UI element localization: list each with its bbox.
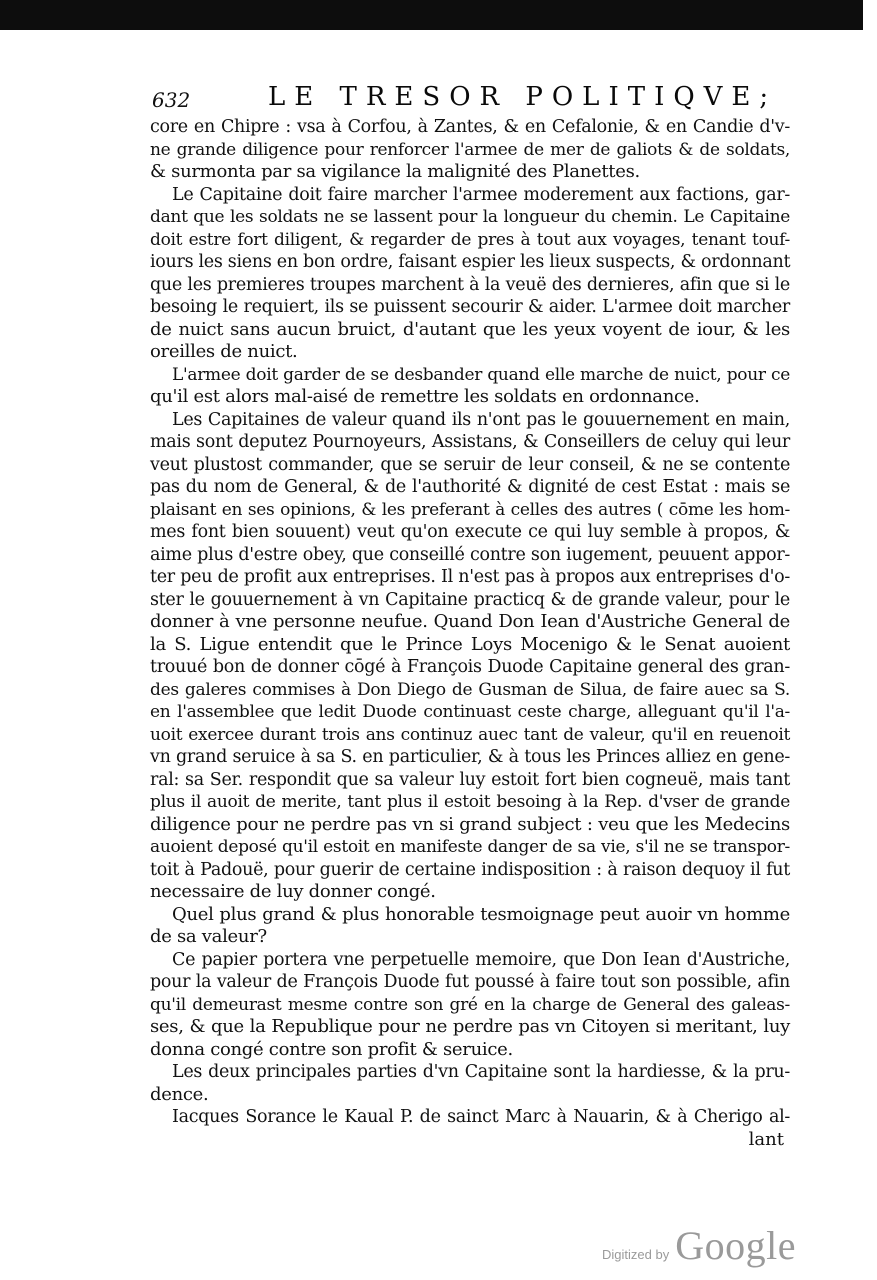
body-text bbox=[150, 116, 790, 1129]
text-line: L'armee doit garder de se desbander quand elle marche de nuict, pour ce bbox=[172, 364, 790, 385]
watermark-logo-text: Google bbox=[675, 1223, 796, 1268]
text-line: des galeres commises à Don Diego de Gusman de Silua, de faire auec sa S. bbox=[150, 679, 790, 700]
text-line: qu'il est alors mal-aisé de remettre les soldats en ordonnance. bbox=[150, 386, 700, 407]
text-line: donna congé contre son profit & seruice. bbox=[150, 1038, 513, 1060]
text-line: dant que les soldats ne se lassent pour la longueur du chemin. Le Capitaine bbox=[150, 207, 790, 227]
page-header bbox=[150, 82, 790, 114]
text-line: de sa valeur? bbox=[150, 926, 267, 947]
text-line: veut plustost commander, que se seruir de leur conseil, & ne se contente bbox=[150, 454, 790, 475]
book-page bbox=[150, 82, 790, 1151]
text-line: mais sont deputez Pournoyeurs, Assistans, & Conseillers de celuy qui leur bbox=[150, 432, 790, 452]
text-line: oreilles de nuict. bbox=[150, 341, 298, 362]
text-line: Le Capitaine doit faire marcher l'armee moderement aux factions, gar- bbox=[172, 184, 790, 205]
text-line: necessaire de luy donner congé. bbox=[150, 881, 436, 902]
text-line: ral: sa Ser. respondit que sa valeur luy estoit fort bien cogneuë, mais tant bbox=[150, 769, 790, 790]
text-line: core en Chipre : vsa à Corfou, à Zantes, & en Cefalonie, & en Candie d'v- bbox=[150, 117, 790, 137]
text-line: qu'il demeurast mesme contre son gré en la charge de General des galeas- bbox=[150, 994, 790, 1015]
text-line: pas du nom de General, & de l'authorité & dignité de cest Estat : mais se bbox=[150, 477, 790, 497]
text-line: toit à Padouë, pour guerir de certaine indisposition : à raison dequoy il fut bbox=[150, 859, 790, 880]
text-line: ne grande diligence pour renforcer l'armee de mer de galiots & de soldats, bbox=[150, 139, 790, 160]
running-head: LE TRESOR POLITIQVE; bbox=[268, 82, 778, 112]
text-line: Les deux principales parties d'vn Capitaine sont la hardiesse, & la pru- bbox=[172, 1062, 790, 1082]
text-line: mes font bien souuent) veut qu'on execute ce qui luy semble à propos, & bbox=[150, 522, 790, 542]
text-line: Ce papier portera vne perpetuelle memoire, que Don Iean d'Austriche, bbox=[172, 949, 790, 970]
text-line: en l'assemblee que ledit Duode continuast ceste charge, alleguant qu'il l'a- bbox=[150, 702, 790, 722]
text-line: que les premieres troupes marchent à la veuë des dernieres, afin que si le bbox=[150, 274, 790, 295]
text-line: Les Capitaines de valeur quand ils n'ont pas le gouuernement en main, bbox=[172, 409, 790, 430]
text-line: de nuict sans aucun bruict, d'autant que les yeux voyent de iour, & les bbox=[150, 318, 790, 340]
text-line: plaisant en ses opinions, & les preferant à celles des autres ( cōme les hom- bbox=[150, 499, 790, 520]
text-line: doit estre fort diligent, & regarder de pres à tout aux voyages, tenant touf- bbox=[150, 229, 790, 250]
text-line: iours les siens en bon ordre, faisant espier les lieux suspects, & ordonnant bbox=[150, 252, 791, 272]
text-line: trouué bon de donner cōgé à François Duode Capitaine general des gran- bbox=[150, 657, 790, 677]
text-line: uoit exercee durant trois ans continuz auec tant de valeur, qu'il en reuenoit bbox=[150, 724, 790, 745]
text-line: aime plus d'estre obey, que conseillé contre son iugement, peuuent appor- bbox=[150, 544, 790, 565]
text-line: Quel plus grand & plus honorable tesmoignage peut auoir vn homme bbox=[172, 903, 790, 925]
text-line: Iacques Sorance le Kaual P. de sainct Marc à Nauarin, & à Cherigo al- bbox=[172, 1107, 790, 1127]
text-line: ter peu de profit aux entreprises. Il n'est pas à propos aux entreprises d'o- bbox=[150, 567, 790, 587]
text-line: plus il auoit de merite, tant plus il estoit besoing à la Rep. d'vser de grande bbox=[150, 792, 790, 812]
page-number: 632 bbox=[152, 88, 191, 112]
text-line: la S. Ligue entendit que le Prince Loys Mocenigo & le Senat auoient bbox=[150, 633, 790, 655]
text-line: vn grand seruice à sa S. en particulier, & à tous les Princes alliez en gene- bbox=[150, 747, 790, 767]
watermark-small-text: Digitized by bbox=[602, 1247, 670, 1262]
scan-top-border bbox=[0, 0, 863, 30]
text-line: diligence pour ne perdre pas vn si grand subject : veu que les Medecins bbox=[150, 813, 790, 835]
text-line: besoing le requiert, ils se puissent secourir & aider. L'armee doit marcher bbox=[150, 297, 790, 317]
text-line: donner à vne personne neufue. Quand Don Iean d'Austriche General de bbox=[150, 611, 790, 632]
catchword: lant bbox=[748, 1128, 784, 1150]
text-line: pour la valeur de François Duode fut poussé à faire tout son possible, afin bbox=[150, 972, 790, 992]
text-line: auoient deposé qu'il estoit en manifeste danger de sa vie, s'il ne se transpor- bbox=[150, 837, 790, 857]
text-line: dence. bbox=[150, 1083, 209, 1105]
text-line: ster le gouuernement à vn Capitaine practicq & de grande valeur, pour le bbox=[150, 589, 790, 610]
text-line: & surmonta par sa vigilance la malignité des Planettes. bbox=[150, 161, 640, 182]
digitized-watermark bbox=[602, 1222, 796, 1269]
text-line: ses, & que la Republique pour ne perdre pas vn Citoyen si meritant, luy bbox=[150, 1016, 790, 1037]
